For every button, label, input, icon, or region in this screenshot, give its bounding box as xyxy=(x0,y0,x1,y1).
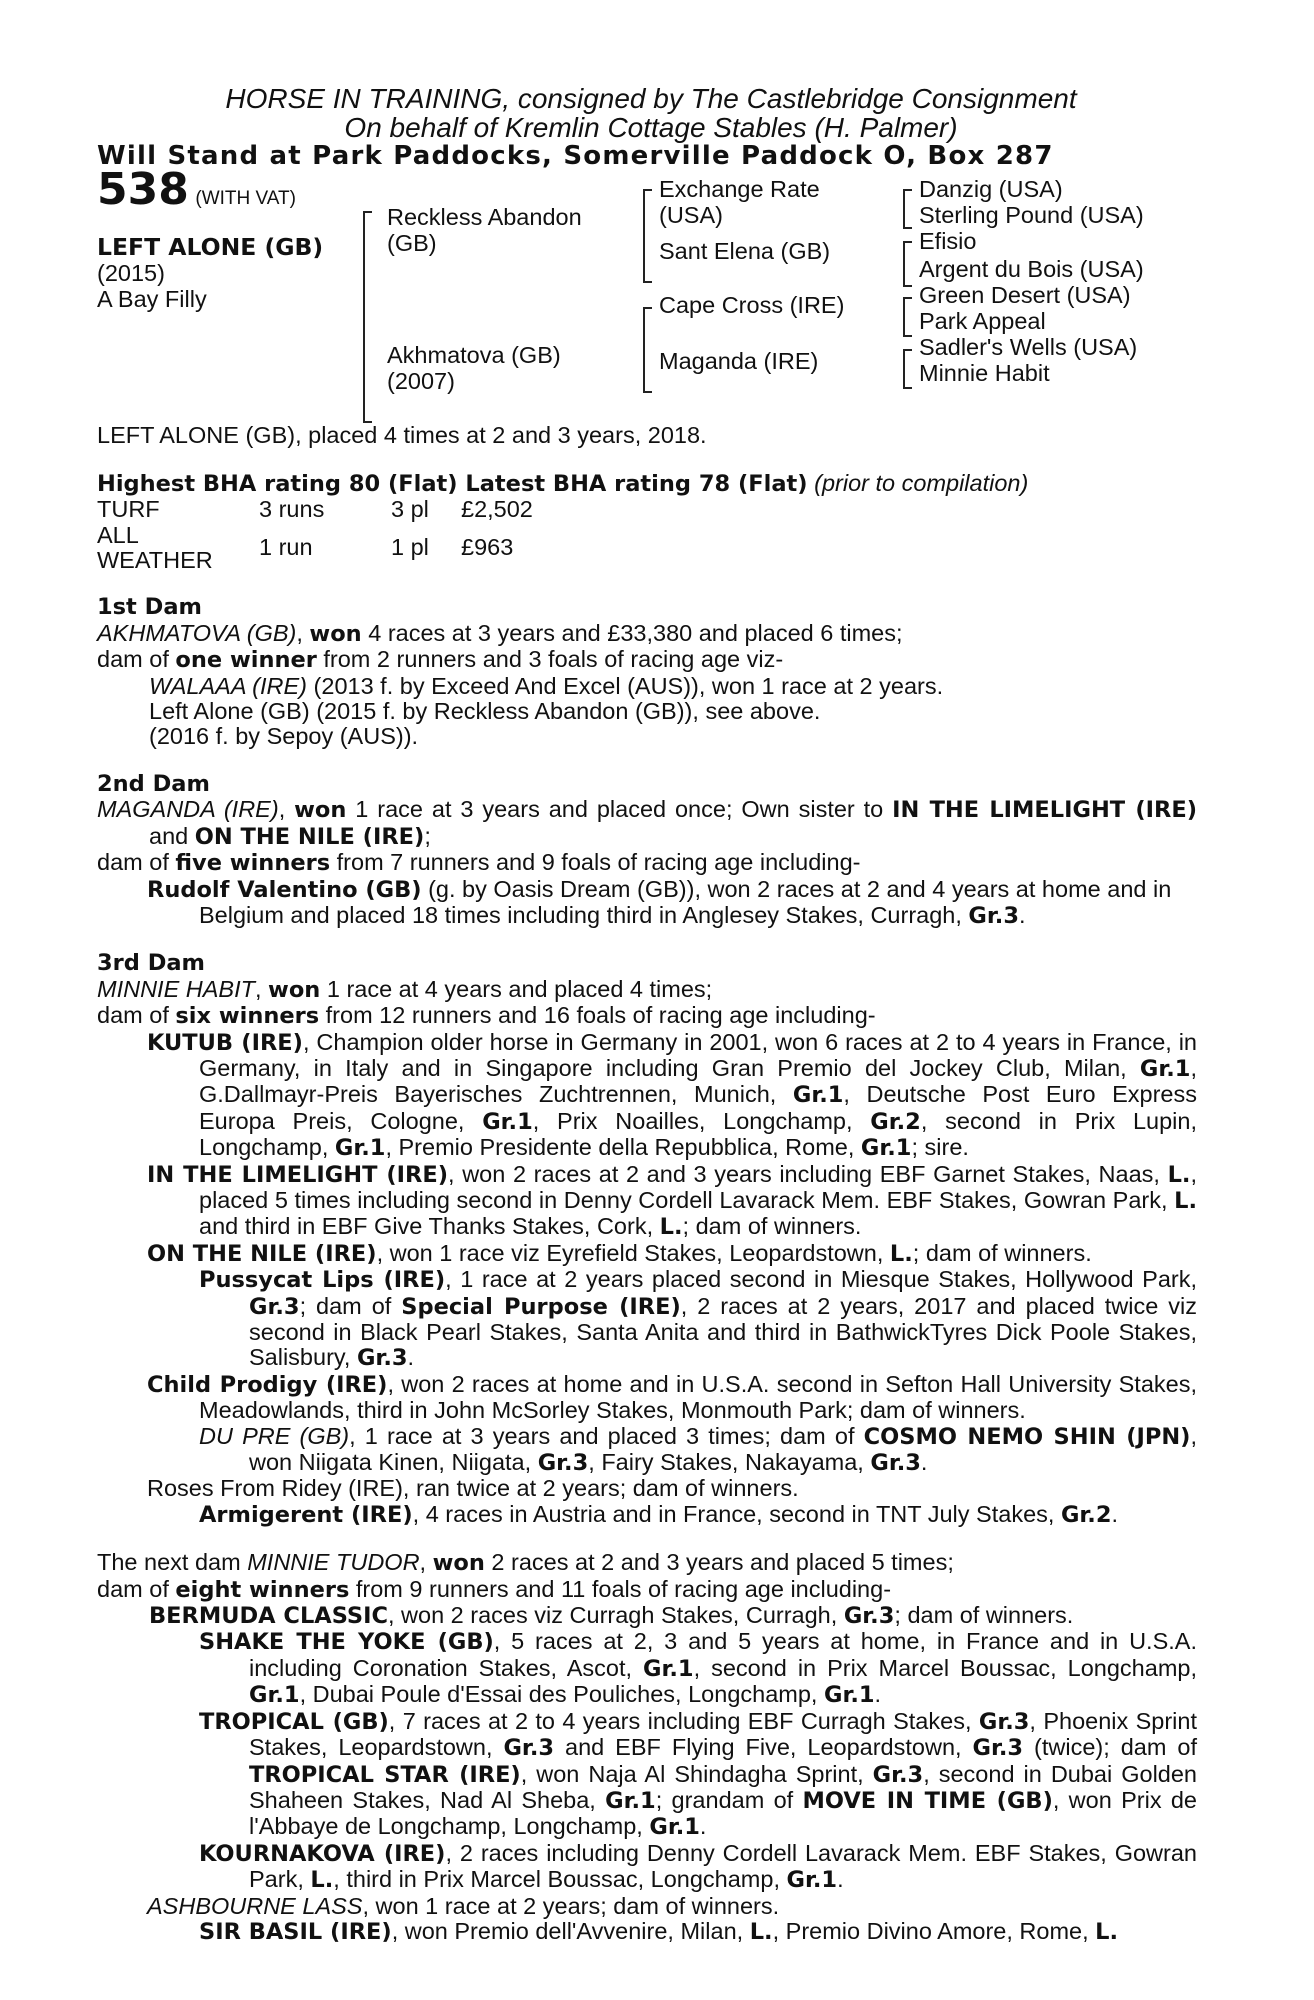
text: . xyxy=(874,1681,882,1708)
produce-summary xyxy=(97,850,1197,876)
sire-dam: Sant Elena (GB) xyxy=(659,238,831,265)
grade: L. xyxy=(1167,1161,1191,1188)
produce-name: Armigerent (IRE) xyxy=(199,1501,413,1528)
text: , 1 race at 3 years and placed 3 times; dam of xyxy=(349,1422,864,1449)
text: , 1 race at 2 years placed second in Miesque Stakes, Hollywood Park, xyxy=(445,1266,1197,1293)
surface-cell: TURF xyxy=(97,496,160,523)
text: ; dam of winners. xyxy=(682,1213,862,1240)
text: , Prix Noailles, Longchamp, xyxy=(532,1107,871,1134)
sire: Reckless Abandon xyxy=(387,204,582,231)
table-row xyxy=(97,497,533,522)
text: ; grandam of xyxy=(655,1786,803,1813)
grade: Gr.3 xyxy=(537,1450,589,1477)
produce-name: TROPICAL (GB) xyxy=(199,1708,389,1735)
text: , third in Prix Marcel Boussac, Longchamp, xyxy=(333,1866,787,1893)
text: from 2 runners and 3 foals of racing age viz- xyxy=(316,646,784,673)
text: , won 2 races viz Curragh Stakes, Curragh, xyxy=(387,1602,844,1629)
text: , 4 races in Austria and in France, second in TNT July Stakes, xyxy=(412,1500,1061,1527)
text: The next dam xyxy=(97,1549,248,1576)
text: , won 2 races at home and in U.S.A. second in Sefton Hall University Stakes, Meadowlands, third in John McSorley Stakes, Monmouth Park; dam of winners. xyxy=(199,1370,1198,1424)
grade: Gr.3 xyxy=(978,1708,1030,1735)
grade: Gr.3 xyxy=(870,1450,921,1477)
pedigree-brace xyxy=(643,307,652,393)
ancestor: Efisio xyxy=(919,228,977,255)
produce-name: Special Purpose (IRE) xyxy=(401,1293,681,1320)
text: , placed 5 times including second in Denny Cordell Lavarack Mem. EBF Stakes, Gowran Park, xyxy=(199,1160,1197,1213)
text: , Dubai Poule d'Essai des Pouliches, Longchamp, xyxy=(299,1681,824,1708)
text: , Champion older horse in Germany in 2001, won 6 races at 2 to 4 years in France, in Germany, in Italy and in Singapore including Gran Premio del Jockey Club, Milan, xyxy=(199,1028,1198,1081)
produce-item xyxy=(97,1603,1197,1629)
sire-sire: Exchange Rate xyxy=(659,176,820,203)
produce-item: Left Alone (GB) (2015 f. by Reckless Abandon (GB)), see above. xyxy=(149,698,821,725)
produce-name: SIR BASIL (IRE) xyxy=(199,1918,392,1945)
pedigree-brace xyxy=(643,189,652,283)
text: (twice); dam of xyxy=(1023,1734,1198,1761)
text: ; dam of winners. xyxy=(912,1239,1092,1266)
rating-text: Highest BHA rating 80 (Flat) Latest BHA rating 78 (Flat) xyxy=(97,470,808,497)
placed-cell: 3 pl xyxy=(391,496,429,523)
section-title: 3rd Dam xyxy=(97,950,205,977)
section-title: 2nd Dam xyxy=(97,770,210,797)
first-dam-section xyxy=(97,595,1197,749)
text: (g. by Oasis Dream (GB)), won 2 races at 2 and 4 years at home and in Belgium and placed 18 times including third in Anglesey Stakes, Curragh, xyxy=(199,875,1172,928)
sibling-name: ON THE NILE (IRE) xyxy=(194,823,425,850)
ancestor: Minnie Habit xyxy=(919,360,1050,387)
prize-cell: £2,502 xyxy=(461,496,533,523)
dam-name: MINNIE TUDOR xyxy=(247,1549,420,1576)
produce-name: KUTUB (IRE) xyxy=(147,1029,303,1056)
produce-summary xyxy=(97,1003,1197,1029)
winners-count: eight winners xyxy=(175,1576,350,1603)
horse-description: A Bay Filly xyxy=(97,286,207,313)
produce-name: TROPICAL STAR (IRE) xyxy=(249,1761,521,1788)
text: , second in Prix Lupin, Longchamp, xyxy=(199,1107,1197,1161)
third-dam-section xyxy=(97,951,1197,1528)
text: , 2 races including Denny Cordell Lavarack Mem. EBF Stakes, Gowran Park, xyxy=(249,1839,1197,1893)
produce-item xyxy=(97,1030,1197,1162)
text: dam of xyxy=(97,849,176,876)
winners-count: one winner xyxy=(175,647,317,674)
text: from 9 runners and 11 foals of racing age including- xyxy=(349,1575,892,1602)
ancestor: Green Desert (USA) xyxy=(919,282,1131,309)
dam-record-text: 4 races at 3 years and £33,380 and placed 6 times; xyxy=(361,619,903,646)
produce-item xyxy=(97,1709,1197,1841)
surface-cell: ALL WEATHER xyxy=(97,521,213,574)
produce-name: MOVE IN TIME (GB) xyxy=(802,1787,1053,1814)
grade: Gr.1 xyxy=(649,1814,700,1841)
placed-cell: 1 pl xyxy=(391,534,429,561)
stand-location: Will Stand at Park Paddocks, Somerville Paddock O, Box 287 xyxy=(97,141,1054,171)
grade: Gr.1 xyxy=(1139,1055,1191,1082)
grade: Gr.3 xyxy=(843,1603,895,1630)
won-label: won xyxy=(268,976,321,1003)
text: , second in Dubai Golden Shaheen Stakes, Nad Al Sheba, xyxy=(249,1760,1197,1813)
grade: Gr.1 xyxy=(643,1655,694,1682)
text: , second in Prix Marcel Boussac, Longchamp, xyxy=(693,1654,1197,1681)
text: , won Premio dell'Avvenire, Milan, xyxy=(391,1917,750,1944)
produce-item xyxy=(97,1424,1197,1477)
grade: Gr.3 xyxy=(968,902,1019,929)
text: . xyxy=(1018,901,1026,928)
text: from 12 runners and 16 foals of racing age including- xyxy=(319,1002,876,1029)
dam-year: (2007) xyxy=(387,368,455,395)
grade: L. xyxy=(310,1867,334,1894)
text: , Fairy Stakes, Nakayama, xyxy=(588,1449,871,1476)
grade: Gr.1 xyxy=(823,1682,875,1709)
catalogue-page xyxy=(97,84,1197,1945)
produce-name: ASHBOURNE LASS xyxy=(147,1892,363,1919)
pedigree-brace xyxy=(903,189,912,229)
produce-summary xyxy=(97,647,1197,673)
second-dam-section xyxy=(97,772,1197,929)
grade: Gr.1 xyxy=(860,1135,912,1162)
rating-line xyxy=(97,471,1197,497)
grade: Gr.2 xyxy=(870,1108,921,1135)
produce-name: KOURNAKOVA (IRE) xyxy=(199,1840,446,1867)
text: (2013 f. by Exceed And Excel (AUS)), won 1 race at 2 years. xyxy=(307,672,944,699)
text: . xyxy=(407,1344,415,1371)
produce-item xyxy=(97,1267,1197,1372)
dam-record xyxy=(97,1550,1197,1576)
runs-cell: 1 run xyxy=(259,534,313,561)
text: and EBF Flying Five, Leopardstown, xyxy=(554,1734,973,1761)
produce-item xyxy=(97,1162,1197,1241)
produce-item xyxy=(97,1241,1197,1267)
pedigree-brace xyxy=(903,241,912,287)
produce-item: (2016 f. by Sepoy (AUS)). xyxy=(149,723,419,750)
text: ; dam of xyxy=(299,1292,402,1319)
sire-sire-country: (USA) xyxy=(659,202,723,229)
dam-sire: Cape Cross (IRE) xyxy=(659,292,845,319)
grade: L. xyxy=(1095,1918,1119,1945)
grade: Gr.3 xyxy=(972,1735,1024,1762)
grade: Gr.3 xyxy=(872,1761,924,1788)
text: ; sire. xyxy=(911,1134,969,1161)
pedigree-brace xyxy=(903,349,912,389)
text: , 7 races at 2 to 4 years including EBF Curragh Stakes, xyxy=(388,1707,979,1734)
produce-name: SHAKE THE YOKE (GB) xyxy=(199,1629,494,1656)
produce-name: IN THE LIMELIGHT (IRE) xyxy=(147,1161,449,1188)
ancestor: Argent du Bois (USA) xyxy=(919,256,1144,283)
text: , won 1 race at 2 years; dam of winners. xyxy=(362,1892,780,1919)
produce-item xyxy=(97,877,1197,930)
grade: L. xyxy=(1174,1187,1197,1214)
text: , won 1 race viz Eyrefield Stakes, Leopardstown, xyxy=(376,1239,890,1266)
produce-item xyxy=(97,674,1197,699)
text: , won Niigata Kinen, Niigata, xyxy=(249,1422,1197,1476)
grade: Gr.1 xyxy=(334,1135,386,1162)
dam: Akhmatova (GB) xyxy=(387,342,561,369)
pedigree-block xyxy=(97,164,1197,409)
produce-summary xyxy=(97,1577,1197,1603)
grade: L. xyxy=(889,1240,913,1267)
vat-note: (WITH VAT) xyxy=(195,188,296,210)
text: and third in EBF Give Thanks Stakes, Cork, xyxy=(199,1213,660,1240)
grade: Gr.1 xyxy=(249,1682,300,1709)
won-label: won xyxy=(294,797,347,824)
pedigree-brace xyxy=(903,297,912,337)
text: dam of xyxy=(97,646,176,673)
produce-item: Roses From Ridey (IRE), ran twice at 2 years; dam of winners. xyxy=(147,1475,799,1502)
section-title: 1st Dam xyxy=(97,594,202,621)
lot-number-row xyxy=(97,164,296,216)
text: , 5 races at 2, 3 and 5 years at home, in France and in U.S.A. including Coronation Stakes, Ascot, xyxy=(249,1628,1197,1681)
pedigree-brace xyxy=(363,211,372,423)
text: , G.Dallmayr-Preis Bayerisches Zuchtrennen, Munich, xyxy=(199,1054,1197,1108)
next-dam-section xyxy=(97,1550,1197,1945)
text: . xyxy=(699,1813,707,1840)
text: ; xyxy=(424,822,431,849)
produce-item xyxy=(97,1372,1197,1424)
grade: Gr.1 xyxy=(792,1082,844,1109)
grade: Gr.1 xyxy=(482,1108,533,1135)
text: . xyxy=(837,1866,844,1893)
ancestor: Park Appeal xyxy=(919,308,1046,335)
runs-cell: 3 runs xyxy=(259,496,325,523)
grade: L. xyxy=(749,1918,773,1945)
won-label: won xyxy=(432,1550,485,1577)
table-row xyxy=(97,523,533,574)
text: , 2 races at 2 years, 2017 and placed twice viz second in Black Pearl Stakes, Santa Anita and third in BathwickTyres Dick Poole Stakes, Salisbury, xyxy=(249,1292,1197,1371)
text: ; dam of winners. xyxy=(894,1602,1074,1629)
horse-year: (2015) xyxy=(97,260,165,287)
produce-name: WALAAA (IRE) xyxy=(149,672,308,699)
produce-item xyxy=(97,1502,1197,1528)
on-behalf-line: On behalf of Kremlin Cottage Stables (H. Palmer) xyxy=(344,112,958,143)
text: from 7 runners and 9 foals of racing age including- xyxy=(330,849,861,876)
won-label: won xyxy=(309,620,362,647)
dam-dam: Maganda (IRE) xyxy=(659,348,819,375)
produce-item xyxy=(97,1894,1197,1919)
text: , won Prix de l'Abbaye de Longchamp, Longchamp, xyxy=(249,1786,1197,1840)
text: and xyxy=(149,822,195,849)
produce-name: Pussycat Lips (IRE) xyxy=(199,1267,446,1294)
winners-count: six winners xyxy=(175,1003,320,1030)
text: 2 races at 2 and 3 years and placed 5 times; xyxy=(484,1549,954,1576)
text: , won 2 races at 2 and 3 years including EBF Garnet Stakes, Naas, xyxy=(448,1160,1168,1187)
text: , Premio Presidente della Repubblica, Rome, xyxy=(385,1134,861,1161)
produce-name: BERMUDA CLASSIC xyxy=(149,1603,388,1630)
grade: Gr.3 xyxy=(503,1735,555,1762)
grade: Gr.1 xyxy=(786,1867,838,1894)
grade: Gr.3 xyxy=(249,1293,300,1320)
dam-record: MAGANDA (IRE), won 1 race at 3 years and placed once; Own sister to IN THE LIMELIGHT (IRE) and ON THE NILE (IRE); xyxy=(97,796,1197,850)
produce-name: Rudolf Valentino (GB) xyxy=(147,876,422,903)
prize-cell: £963 xyxy=(461,534,514,561)
race-summary: LEFT ALONE (GB), placed 4 times at 2 and 3 years, 2018. xyxy=(97,422,707,449)
text: , xyxy=(419,1549,433,1576)
consignor-line: HORSE IN TRAINING, consigned by The Castlebridge Consignment xyxy=(225,83,1077,114)
produce-item xyxy=(97,1841,1197,1894)
text: , Premio Divino Amore, Rome, xyxy=(772,1917,1096,1944)
text: , Deutsche Post Euro Express Europa Preis, Cologne, xyxy=(199,1081,1197,1134)
grade: L. xyxy=(659,1214,683,1241)
ancestor: Sterling Pound (USA) xyxy=(919,202,1144,229)
rating-note: (prior to compilation) xyxy=(814,469,1029,496)
text: , won Naja Al Shindagha Sprint, xyxy=(520,1760,873,1787)
produce-name: Child Prodigy (IRE) xyxy=(147,1371,388,1398)
race-record-table xyxy=(97,497,533,573)
dam-record: AKHMATOVA (GB), won 4 races at 3 years and £33,380 and placed 6 times; xyxy=(97,619,903,647)
rating-section xyxy=(97,471,1197,574)
ancestor: Danzig (USA) xyxy=(919,176,1063,203)
grade: Gr.2 xyxy=(1060,1501,1112,1528)
grade: Gr.3 xyxy=(356,1345,408,1372)
produce-item xyxy=(97,1629,1197,1708)
text: . xyxy=(920,1449,928,1476)
winners-count: five winners xyxy=(175,850,331,877)
text: dam of xyxy=(97,1002,176,1029)
dam-name: AKHMATOVA (GB) xyxy=(97,619,297,646)
dam-record: MINNIE HABIT, won 1 race at 4 years and placed 4 times; xyxy=(97,975,713,1003)
sibling-name: IN THE LIMELIGHT (IRE) xyxy=(892,797,1197,824)
text: 1 race at 4 years and placed 4 times; xyxy=(320,975,713,1002)
lot-number: 538 xyxy=(97,164,189,216)
text: dam of xyxy=(97,1575,176,1602)
dam-name: MAGANDA (IRE) xyxy=(97,796,279,823)
dam-name: MINNIE HABIT xyxy=(97,975,255,1002)
produce-name: ON THE NILE (IRE) xyxy=(147,1240,377,1267)
text: , Phoenix Sprint Stakes, Leopardstown, xyxy=(249,1707,1198,1761)
grade: Gr.1 xyxy=(605,1787,656,1814)
produce-item xyxy=(97,1919,1197,1945)
text: . xyxy=(1111,1500,1119,1527)
text: 1 race at 3 years and placed once; Own sister to xyxy=(346,796,893,823)
produce-name: DU PRE (GB) xyxy=(199,1422,350,1449)
ancestor: Sadler's Wells (USA) xyxy=(919,334,1138,361)
produce-name: COSMO NEMO SHIN (JPN) xyxy=(863,1423,1191,1450)
horse-name: LEFT ALONE (GB) xyxy=(97,233,324,262)
sire-country: (GB) xyxy=(387,230,437,257)
